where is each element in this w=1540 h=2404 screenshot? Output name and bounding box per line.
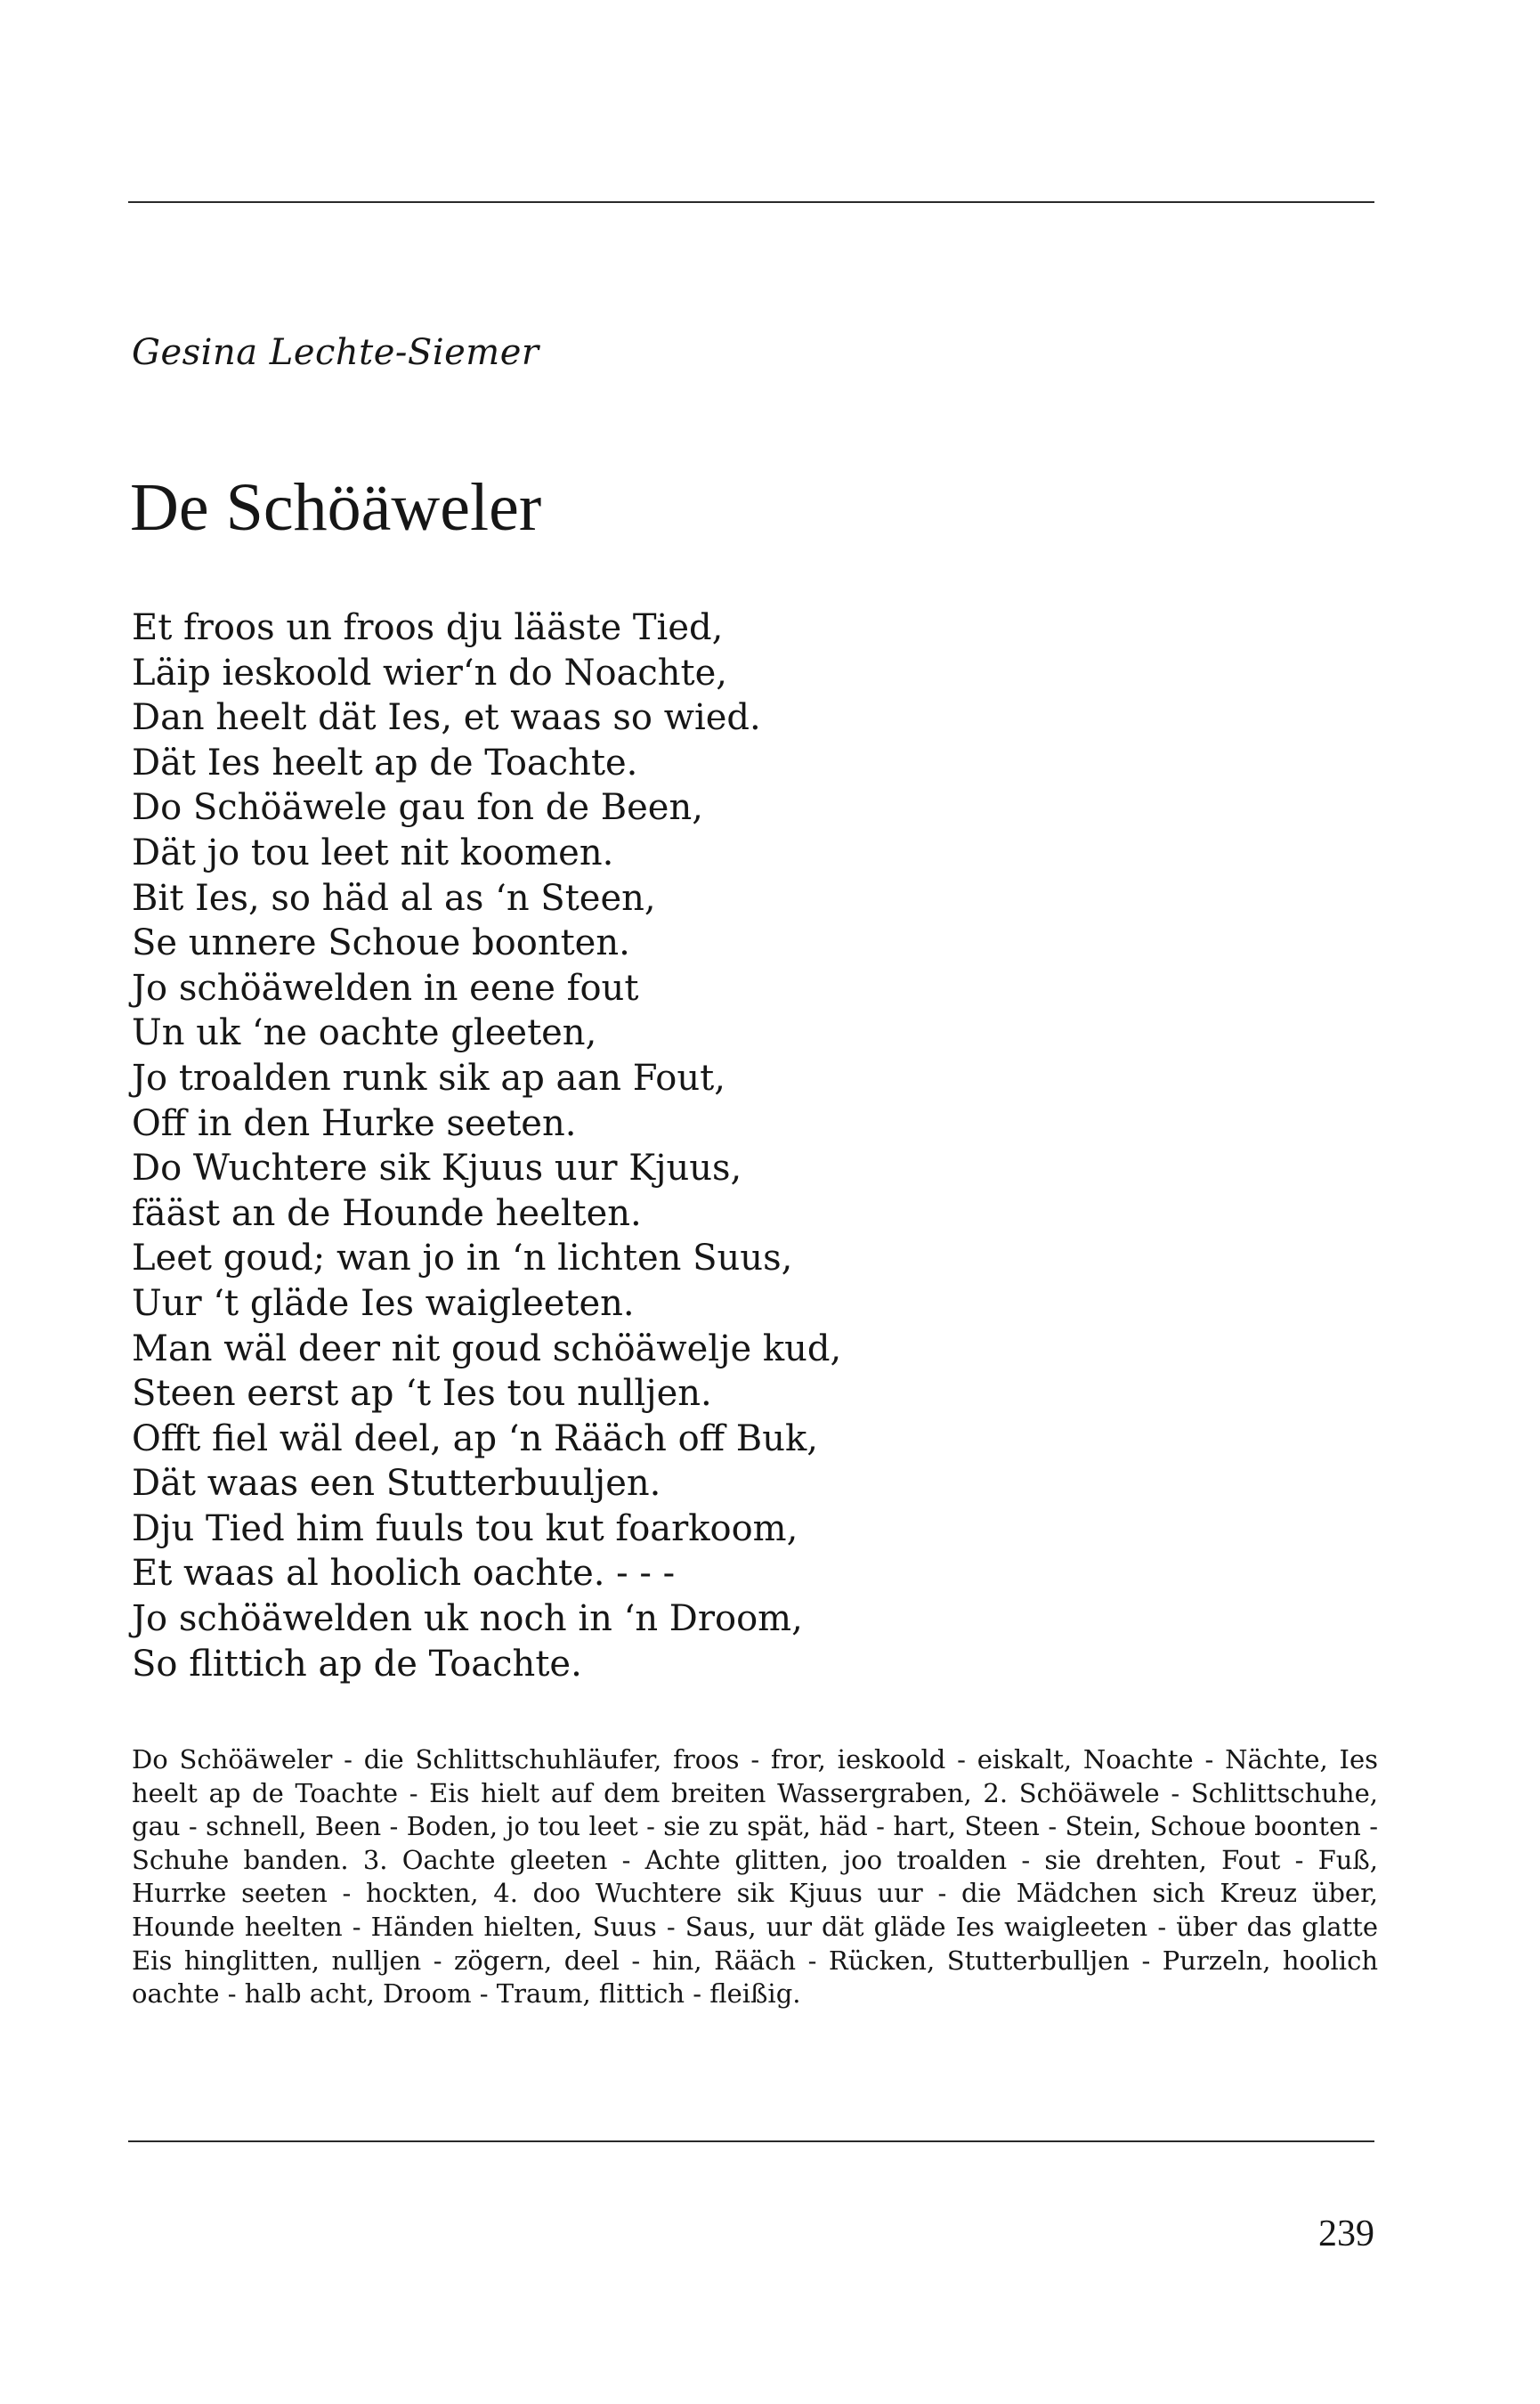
poem-line: Uur ‘t gläde Ies waigleeten. xyxy=(132,1282,635,1324)
poem-line: Bit Ies, so häd al as ‘n Steen, xyxy=(132,877,656,919)
poem-body xyxy=(132,605,841,1686)
poem-line: Dan heelt dät Ies, et waas so wied. xyxy=(132,697,761,739)
poem-line: Et waas al hoolich oachte. - - - xyxy=(132,1553,676,1595)
poem-line: Läip ieskoold wier‘n do Noachte, xyxy=(132,652,728,694)
author-name: Gesina Lechte-Siemer xyxy=(132,332,539,373)
poem-line: Off in den Hurke seeten. xyxy=(132,1102,577,1144)
poem-line: So flittich ap de Toachte. xyxy=(132,1643,582,1685)
poem-line: Jo schöäwelden in eene fout xyxy=(132,967,639,1009)
poem-line: Steen eerst ap ‘t Ies tou nulljen. xyxy=(132,1373,712,1415)
poem-line: Do Wuchtere sik Kjuus uur Kjuus, xyxy=(132,1148,742,1190)
poem-line: Dät Ies heelt ap de Toachte. xyxy=(132,742,638,784)
top-rule xyxy=(128,201,1374,203)
poem-line: Et froos un froos dju lääste Tied, xyxy=(132,607,724,648)
poem-line: Dju Tied him fuuls tou kut foarkoom, xyxy=(132,1507,798,1549)
bottom-rule xyxy=(128,2140,1374,2142)
poem-line: Un uk ‘ne oachte gleeten, xyxy=(132,1012,597,1054)
poem-line: Jo schöäwelden uk noch in ‘n Droom, xyxy=(132,1598,803,1640)
glossary-notes: Do Schöäweler - die Schlittschuhläufer, froos - fror, ieskoold - eiskalt, Noachte - Nächte, Ies heelt ap de Toachte - Eis hielt auf dem breiten Wassergraben, 2. Schöäwele - Schlittschuhe, gau - schnell, Been - Boden, jo tou leet - sie zu spät, häd - hart, Steen - Stein, Schoue boonten - Schuhe banden. 3. Oachte gleeten - Achte glitten, joo troalden - sie drehten, Fout - Fuß, Hurrke seeten - hockten, 4. doo Wuchtere sik Kjuus uur - die Mädchen sich Kreuz über, Hounde heelten - Händen hielten, Suus - Saus, uur dät gläde Ies waigleeten - über das glatte Eis hinglitten, nulljen - zögern, deel - hin, Rääch - Rücken, Stutterbulljen - Purzeln, hoolich oachte - halb acht, Droom - Traum, flittich - fleißig. xyxy=(132,1744,1378,2010)
poem-line: Offt fiel wäl deel, ap ‘n Rääch off Buk, xyxy=(132,1417,818,1459)
poem-line: Dät jo tou leet nit koomen. xyxy=(132,832,614,873)
poem-line: Se unnere Schoue boonten. xyxy=(132,922,630,964)
poem-line: fääst an de Hounde heelten. xyxy=(132,1192,642,1234)
poem-line: Leet goud; wan jo in ‘n lichten Suus, xyxy=(132,1238,793,1279)
poem-line: Jo troalden runk sik ap aan Fout, xyxy=(132,1057,725,1099)
poem-line: Man wäl deer nit goud schöäwelje kud, xyxy=(132,1328,842,1369)
poem-title: De Schöäweler xyxy=(130,470,542,545)
page-number: 239 xyxy=(1318,2213,1374,2254)
poem-line: Do Schöäwele gau fon de Been, xyxy=(132,787,703,829)
poem-line: Dät waas een Stutterbuuljen. xyxy=(132,1463,661,1505)
